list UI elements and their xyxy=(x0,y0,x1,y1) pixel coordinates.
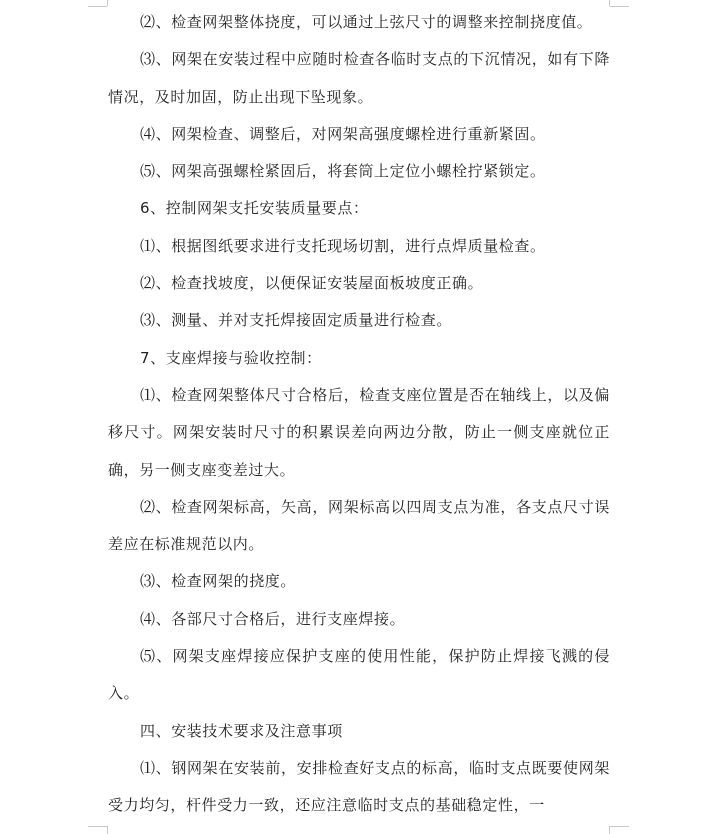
crop-mark-top-left xyxy=(88,6,107,7)
section-heading: 7、支座焊接与验收控制： xyxy=(140,348,322,367)
paragraph: ⑶、检查网架的挠度。 xyxy=(140,572,297,591)
paragraph: ⑵、检查网架整体挠度，可以通过上弦尺寸的调整来控制挠度值。 xyxy=(140,13,593,31)
chapter-heading: 四、安装技术要求及注意事项 xyxy=(140,721,343,740)
paragraph: ⑵、检查网架标高，矢高，网架标高以四周支点为准，各支点尺寸误差应在标准规范以内。 xyxy=(108,497,610,554)
crop-mark-bottom-left xyxy=(88,826,107,827)
crop-mark-bottom-right xyxy=(609,826,610,834)
crop-mark-top-right xyxy=(610,6,629,7)
paragraph: ⑷、网架检查、调整后，对网架高强度螺栓进行重新紧固。 xyxy=(140,124,546,143)
paragraph: ⑶、测量、并对支托焊接固定质量进行检查。 xyxy=(140,311,453,330)
paragraph: ⑶、网架在安装过程中应随时检查各临时支点的下沉情况，如有下降情况，及时加固，防止出现下坠现象。 xyxy=(108,50,610,106)
paragraph: ⑷、各部尺寸合格后，进行支座焊接。 xyxy=(140,609,406,628)
crop-mark-bottom-left xyxy=(107,826,108,834)
paragraph: ⑵、检查找坡度，以便保证安装屋面板坡度正确。 xyxy=(140,274,484,293)
paragraph: ⑴、检查网架整体尺寸合格后，检查支座位置是否在轴线上，以及偏移尺寸。网架安装时尺寸的积累误差向两边分散，防止一侧支座就位正确，另一侧支座变差过大。 xyxy=(108,385,610,479)
paragraph: ⑸、网架高强螺栓紧固后，将套筒上定位小螺栓拧紧锁定。 xyxy=(140,162,546,181)
crop-mark-bottom-right xyxy=(610,826,629,827)
paragraph: ⑴、根据图纸要求进行支托现场切割，进行点焊质量检查。 xyxy=(140,236,546,255)
paragraph: ⑴、钢网架在安装前，安排检查好支点的标高，临时支点既要使网架受力均匀，杆件受力一致，还应注意临时支点的基础稳定性，一 xyxy=(108,758,610,815)
paragraph: ⑸、网架支座焊接应保护支座的使用性能，保护防止焊接飞溅的侵入。 xyxy=(108,647,610,703)
section-heading: 6、控制网架支托安装质量要点： xyxy=(140,199,369,218)
document-body xyxy=(108,4,610,825)
